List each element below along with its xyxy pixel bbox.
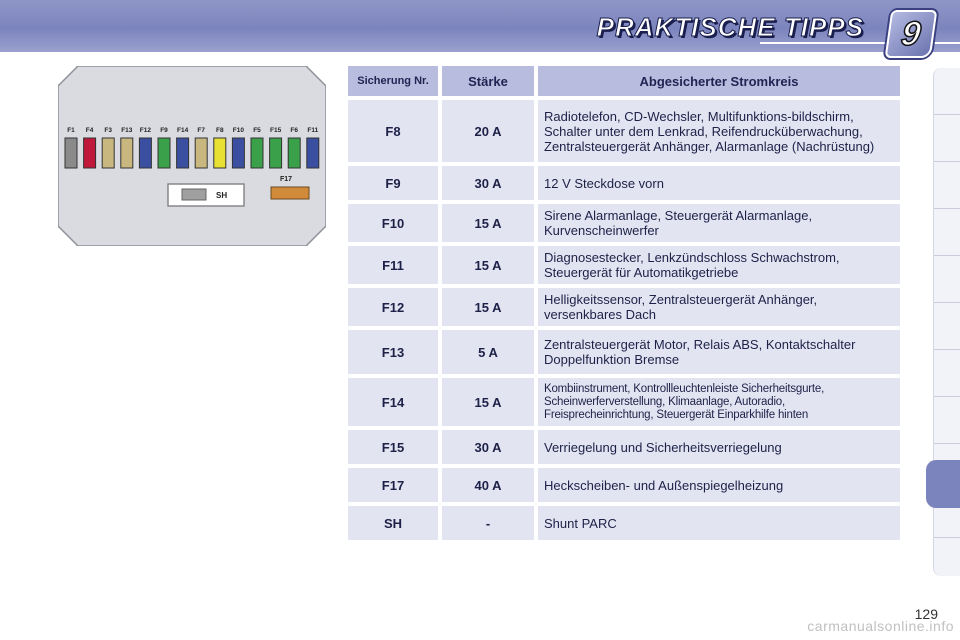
fuse-circuit: 12 V Steckdose vorn bbox=[538, 166, 900, 200]
fuse-number: F9 bbox=[348, 166, 438, 200]
fuse-rating: 30 A bbox=[442, 166, 534, 200]
fuse-box-diagram bbox=[58, 66, 326, 246]
fuse-circuit: Verriegelung und Sicherheitsverriegelung bbox=[538, 430, 900, 464]
fuse-rating: 15 A bbox=[442, 204, 534, 242]
chapter-tab[interactable] bbox=[934, 209, 960, 256]
fuse-circuit: Zentralsteuergerät Motor, Relais ABS, Kontaktschalter Doppelfunktion Bremse bbox=[538, 330, 900, 374]
fuse-f4 bbox=[84, 138, 96, 168]
fuse-circuit: Sirene Alarmanlage, Steuergerät Alarmanlage, Kurvenscheinwerfer bbox=[538, 204, 900, 242]
fuse-f7 bbox=[195, 138, 207, 168]
fuse-f3 bbox=[102, 138, 114, 168]
fuse-rating: 5 A bbox=[442, 330, 534, 374]
fuse-label-f1: F1 bbox=[67, 127, 75, 134]
header-sicherung-nr: Sicherung Nr. bbox=[348, 66, 438, 96]
page-number: 129 bbox=[914, 606, 938, 622]
fuse-rating: 15 A bbox=[442, 246, 534, 284]
fuse-f8 bbox=[214, 138, 226, 168]
fuse-label-f11: F11 bbox=[307, 127, 319, 134]
fuse-label-f5: F5 bbox=[253, 127, 261, 134]
f17-label: F17 bbox=[280, 176, 293, 183]
chapter-tab[interactable] bbox=[934, 256, 960, 303]
chapter-tab[interactable] bbox=[934, 162, 960, 209]
chapter-tab[interactable] bbox=[934, 115, 960, 162]
fuse-f10 bbox=[232, 138, 244, 168]
page-title: PRAKTISCHE TIPPS bbox=[596, 12, 864, 42]
fuse-number: F14 bbox=[348, 378, 438, 426]
fuse-number: SH bbox=[348, 506, 438, 540]
fuse-rating: 15 A bbox=[442, 378, 534, 426]
fuse-circuit: Kombiinstrument, Kontrollleuchtenleiste Sicherheitsgurte, Scheinwerferverstellung, Klimaanlage, Autoradio, Freisprecheinrichtung, Steuergerät Einparkhilfe hinten bbox=[538, 378, 900, 426]
fuse-table bbox=[344, 62, 904, 544]
fuse-number: F17 bbox=[348, 468, 438, 502]
fuse-number: F12 bbox=[348, 288, 438, 326]
fuse-rating: 40 A bbox=[442, 468, 534, 502]
fuse-f12 bbox=[139, 138, 151, 168]
fuse-label-f15: F15 bbox=[269, 127, 282, 134]
fuse-circuit: Heckscheiben- und Außenspiegelheizung bbox=[538, 468, 900, 502]
fuse-label-f4: F4 bbox=[85, 127, 94, 134]
table-row bbox=[348, 204, 900, 242]
fuse-rating: 15 A bbox=[442, 288, 534, 326]
header-staerke: Stärke bbox=[442, 66, 534, 96]
fuse-f15 bbox=[270, 138, 282, 168]
table-row bbox=[348, 288, 900, 326]
table-row bbox=[348, 246, 900, 284]
table-row bbox=[348, 330, 900, 374]
fuse-number: F15 bbox=[348, 430, 438, 464]
fuse-label-f13: F13 bbox=[121, 127, 133, 134]
fuse-number: F13 bbox=[348, 330, 438, 374]
fuse-circuit: Shunt PARC bbox=[538, 506, 900, 540]
fuse-label-f14: F14 bbox=[176, 127, 189, 134]
table-row bbox=[348, 166, 900, 200]
fuse-circuit: Radiotelefon, CD-Wechsler, Multifunktions-bildschirm, Schalter unter dem Lenkrad, Reifendrucküberwachung, Zentralsteuergerät Anhänger, Alarmanlage (Nachrüstung) bbox=[538, 100, 900, 162]
fuse-f11 bbox=[307, 138, 319, 168]
fuse-box-outline bbox=[58, 66, 326, 246]
chapter-tab[interactable] bbox=[934, 350, 960, 397]
fuse-rating: 30 A bbox=[442, 430, 534, 464]
chapter-tab[interactable] bbox=[934, 397, 960, 444]
table-row bbox=[348, 378, 900, 426]
fuse-f14 bbox=[177, 138, 189, 168]
fuse-f17 bbox=[271, 187, 309, 199]
table-row bbox=[348, 506, 900, 540]
fuse-label-f7: F7 bbox=[197, 127, 205, 134]
fuse-f9 bbox=[158, 138, 170, 168]
fuse-rating: - bbox=[442, 506, 534, 540]
fuse-number: F11 bbox=[348, 246, 438, 284]
table-row bbox=[348, 468, 900, 502]
sh-shunt bbox=[182, 189, 206, 200]
fuse-label-f9: F9 bbox=[160, 127, 168, 134]
fuse-circuit: Helligkeitssensor, Zentralsteuergerät Anhänger, versenkbares Dach bbox=[538, 288, 900, 326]
fuse-label-f10: F10 bbox=[232, 127, 245, 134]
fuse-number: F10 bbox=[348, 204, 438, 242]
chapter-tab[interactable] bbox=[934, 68, 960, 115]
sh-label: SH bbox=[216, 191, 228, 200]
fuse-f13 bbox=[121, 138, 133, 168]
chapter-badge bbox=[885, 10, 938, 58]
table-row bbox=[348, 430, 900, 464]
chapter-number: 9 bbox=[898, 14, 924, 53]
fuse-f6 bbox=[288, 138, 300, 168]
fuse-label-f8: F8 bbox=[216, 127, 224, 134]
fuse-label-f6: F6 bbox=[290, 127, 298, 134]
fuse-label-f12: F12 bbox=[139, 127, 152, 134]
fuse-number: F8 bbox=[348, 100, 438, 162]
chapter-tab[interactable] bbox=[934, 303, 960, 350]
fuse-f1 bbox=[65, 138, 77, 168]
watermark: carmanualsonline.info bbox=[807, 618, 954, 634]
fuse-circuit: Diagnosestecker, Lenkzündschloss Schwachstrom, Steuergerät für Automatikgetriebe bbox=[538, 246, 900, 284]
table-header-row bbox=[348, 66, 900, 96]
table-row bbox=[348, 100, 900, 162]
fuse-rating: 20 A bbox=[442, 100, 534, 162]
active-chapter-tab[interactable] bbox=[926, 460, 960, 508]
fuse-f5 bbox=[251, 138, 263, 168]
header-stromkreis: Abgesicherter Stromkreis bbox=[538, 66, 900, 96]
fuse-label-f3: F3 bbox=[104, 127, 112, 134]
